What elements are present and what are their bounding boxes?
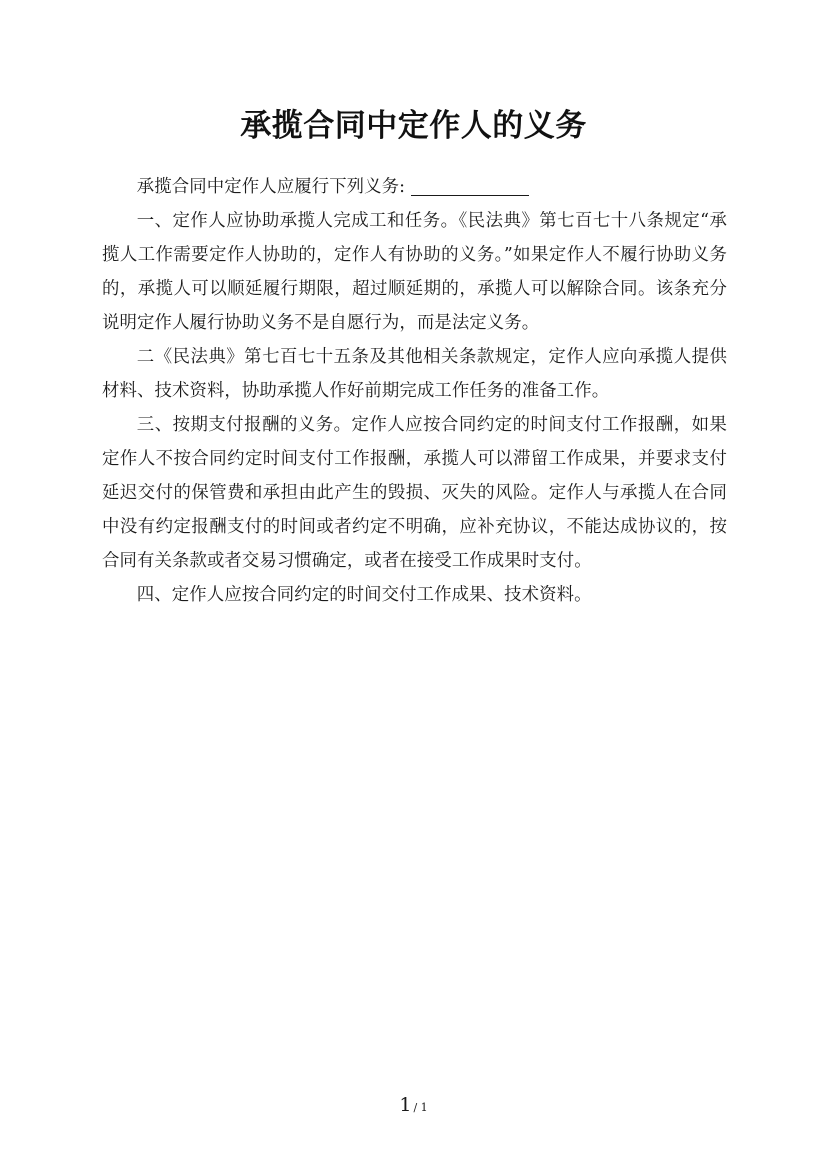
- paragraph-1: 一、定作人应协助承揽人完成工和任务。《民法典》第七百七十八条规定“承揽人工作需要定作人协助的，定作人有协助的义务。”如果定作人不履行协助义务的，承揽人可以顺延履行期限，超过顺延期的，承揽人可以解除合同。该条充分说明定作人履行协助义务不是自愿行为，而是法定义务。: [102, 211, 727, 333]
- page-number: [0, 1094, 827, 1116]
- intro-paragraph: [102, 170, 727, 204]
- paragraph-4: 四、定作人应按合同约定的时间交付工作成果、技术资料。: [136, 585, 592, 605]
- paragraph-2: 二《民法典》第七百七十五条及其他相关条款规定，定作人应向承揽人提供材料、技术资料，协助承揽人作好前期完成工作任务的准备工作。: [102, 347, 727, 401]
- page-current: 1: [399, 1094, 412, 1116]
- fill-in-blank: [411, 173, 529, 196]
- document-body: [102, 170, 727, 612]
- document-title: 承揽合同中定作人的义务: [240, 108, 587, 144]
- intro-text: 承揽合同中定作人应履行下列义务:: [136, 177, 406, 197]
- paragraph-3: 三、按期支付报酬的义务。定作人应按合同约定的时间支付工作报酬，如果定作人不按合同约定时间支付工作报酬，承揽人可以滞留工作成果，并要求支付延迟交付的保管费和承担由此产生的毁损、灭失的风险。定作人与承揽人在合同中没有约定报酬支付的时间或者约定不明确，应补充协议，不能达成协议的，按合同有关条款或者交易习惯确定，或者在接受工作成果时支付。: [102, 415, 727, 571]
- page-total: / 1: [413, 1101, 428, 1114]
